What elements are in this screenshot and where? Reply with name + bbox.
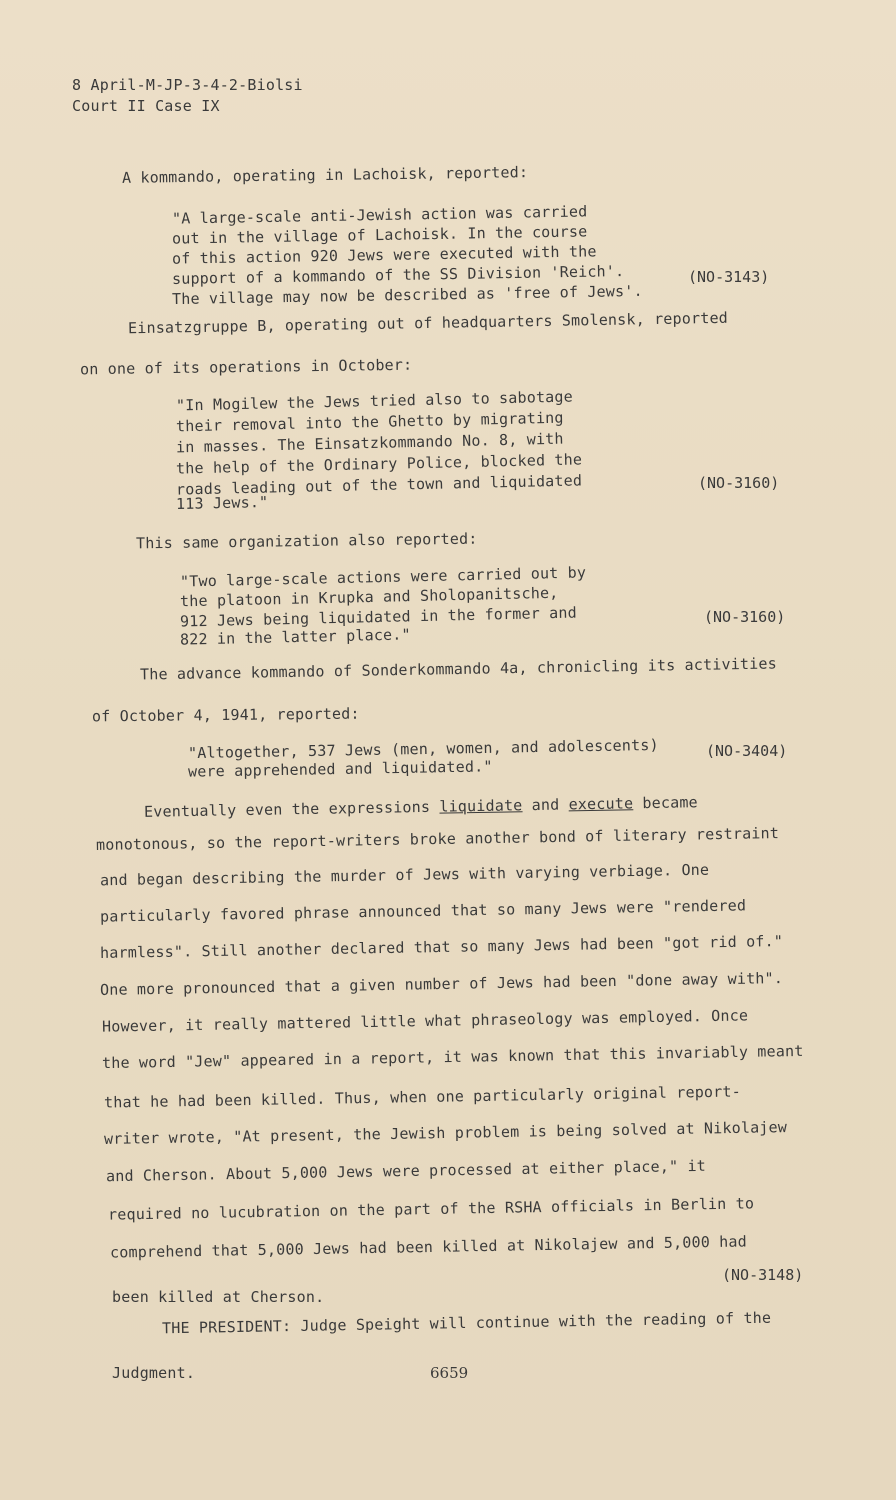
header-line-1: 8 April-M-JP-3-4-2-Biolsi [72,76,303,94]
quote-1-line-2: out in the village of Lachoisk. In the course [171,222,588,248]
president-line: THE PRESIDENT: Judge Speight will continue with the reading of the [161,1308,772,1338]
quote-2-line-5: roads leading out of the town and liquidated [175,471,583,499]
quote-2-line-2: their removal into the Ghetto by migrating [175,408,564,436]
paragraph-line-9: that he had been killed. Thus, when one particularly original report- [103,1082,742,1112]
quote-1-line-1: "A large-scale anti-Jewish action was carried [171,202,588,228]
quote-2-line-4: the help of the Ordinary Police, blocked the [175,450,583,478]
quote-3-line-2: the platoon in Krupka and Sholopanitsche, [179,583,559,611]
quote-1-line-5: The village may now be described as 'free of Jews'. [171,281,643,309]
paragraph-line-7: However, it really mattered little what phraseology was employed. Once [101,1006,749,1036]
citation-2: (NO-3160) [698,474,780,492]
paragraph-line-3: and began describing the murder of Jews with varying verbiage. One [99,860,710,890]
quote-3-line-1: "Two large-scale actions were carried out by [179,563,587,591]
intro-2a: Einsatzgruppe B, operating out of headquarters Smolensk, reported [127,308,729,338]
intro-3: This same organization also reported: [135,529,478,553]
quote-2-line-3: in masses. The Einsatzkommando No. 8, with [175,429,564,457]
paragraph-line-4: particularly favored phrase announced that so many Jews were "rendered [99,896,747,926]
term-execute: execute [568,794,634,814]
paragraph-line-12: required no lucubration on the part of the RSHA officials in Berlin to [107,1194,755,1224]
quote-2-line-6: 113 Jews." [175,492,269,514]
paragraph-line-13: comprehend that 5,000 Jews had been killed at Nikolajew and 5,000 had [109,1232,748,1262]
paragraph-line-8: the word "Jew" appeared in a report, it was known that this invariably meant [101,1041,804,1073]
paragraph-line-10: writer wrote, "At present, the Jewish problem is being solved at Nikolajew [103,1118,788,1148]
paragraph-line-11: and Cherson. About 5,000 Jews were processed at either place," it [105,1156,707,1186]
quote-2-line-1: "In Mogilew the Jews tried also to sabotage [175,387,574,415]
header-line-2: Court II Case IX [72,97,220,115]
citation-5: (NO-3148) [722,1266,804,1284]
citation-4: (NO-3404) [706,742,788,760]
judgment-line: Judgment. [112,1364,196,1382]
intro-1: A kommando, operating in Lachoisk, reported: [121,163,529,187]
paragraph-line-14: been killed at Cherson. [112,1288,325,1306]
citation-3: (NO-3160) [704,608,786,626]
quote-1-line-3: of this action 920 Jews were executed with the [171,242,597,268]
paragraph-line-5: harmless". Still another declared that so many Jews had been "got rid of." [99,932,784,962]
paragraph-line-6: One more pronounced that a given number of Jews had been "done away with". [99,969,784,999]
paragraph-line-1: Eventually even the expressions liquidate and execute became [143,793,698,821]
intro-4b: of October 4, 1941, reported: [91,704,360,726]
quote-4-line-1: "Altogether, 537 Jews (men, women, and adolescents) [187,735,659,763]
quote-1-line-4: support of a kommando of the SS Division 'Reich'. [171,262,625,288]
quote-4-line-2: were apprehended and liquidated." [187,757,493,781]
quote-3-line-3: 912 Jews being liquidated in the former and [179,603,578,631]
quote-3-line-4: 822 in the latter place." [179,625,411,649]
intro-4a: The advance kommando of Sonderkommando 4a, chronicling its activities [139,654,778,684]
term-liquidate: liquidate [439,796,523,816]
intro-2b: on one of its operations in October: [79,355,413,379]
citation-1: (NO-3143) [688,268,770,286]
paragraph-line-2: monotonous, so the report-writers broke another bond of literary restraint [95,824,780,854]
page-number: 6659 [430,1364,469,1382]
